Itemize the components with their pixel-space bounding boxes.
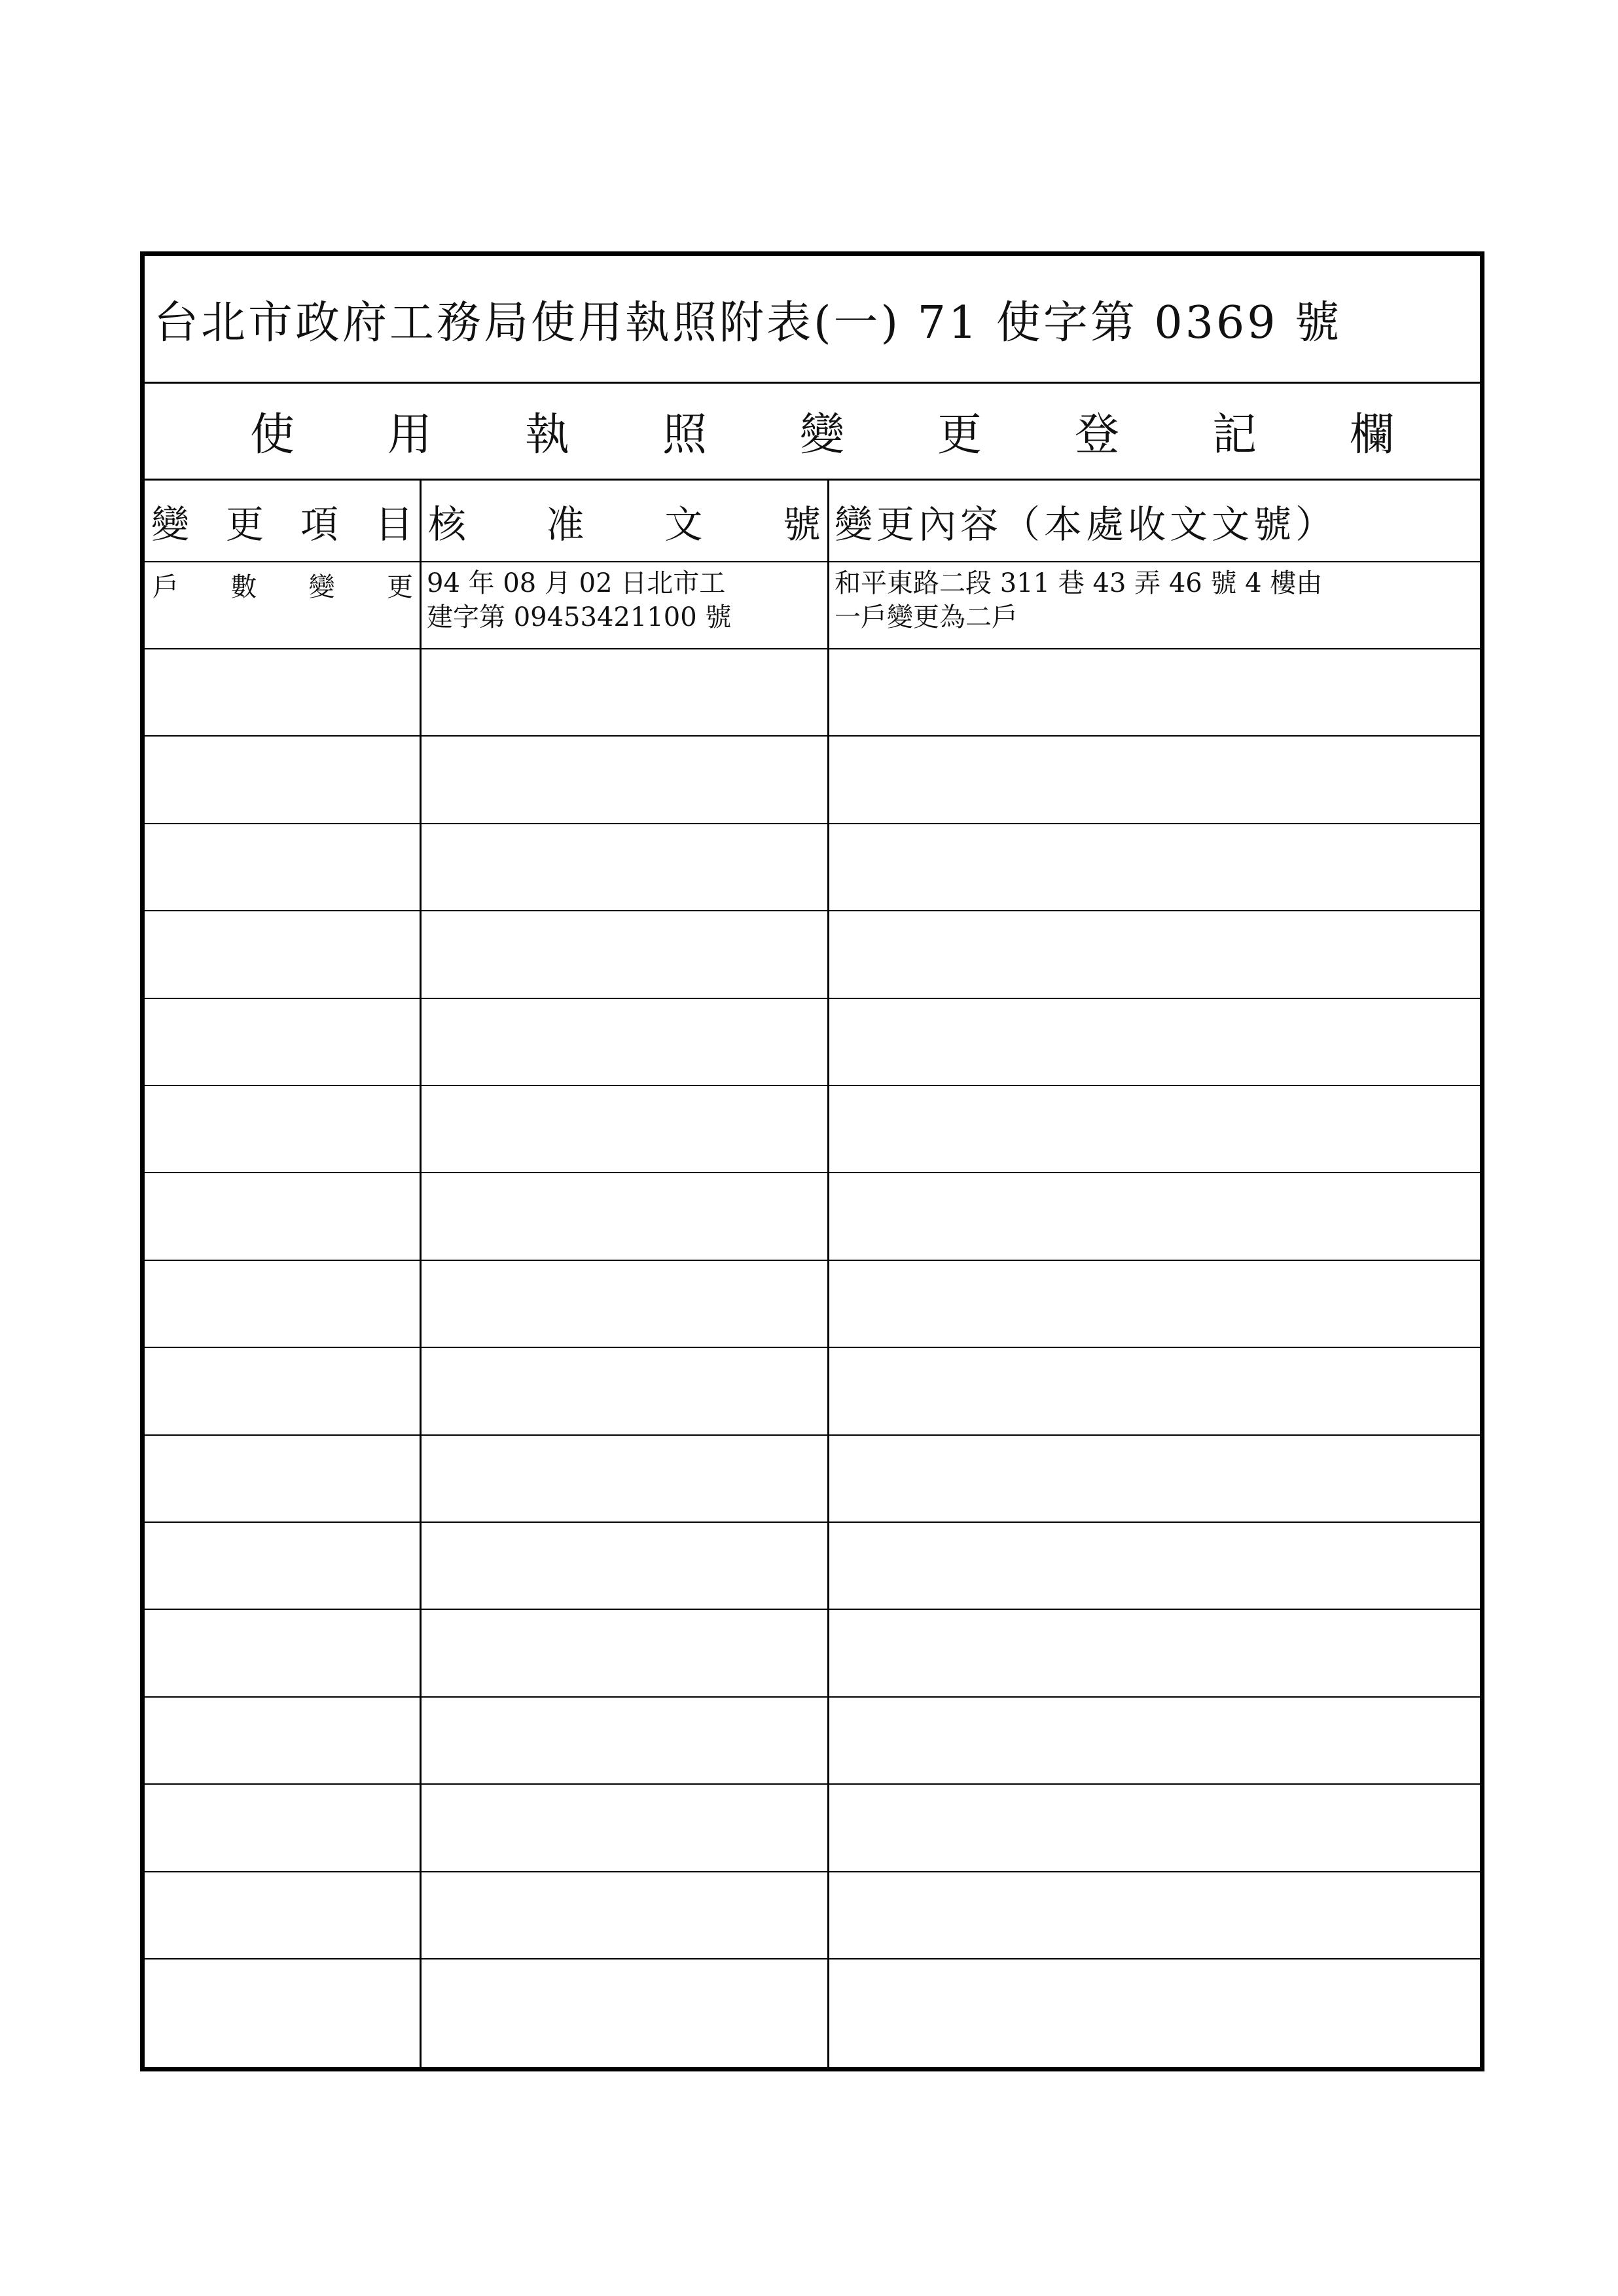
change-content-cell	[829, 911, 1480, 997]
change-item-cell	[145, 737, 420, 822]
header-char: 文	[664, 501, 703, 547]
header-char: 核	[428, 501, 467, 547]
change-item-cell	[145, 824, 420, 910]
change-content-cell	[829, 737, 1480, 822]
empty-table-row	[145, 1785, 1480, 1872]
approval-number-cell	[422, 1436, 827, 1522]
approval-number-cell	[422, 1173, 827, 1259]
change-content-cell	[829, 649, 1480, 735]
change-item-cell	[145, 649, 420, 735]
empty-table-row	[145, 737, 1480, 824]
register-title-char: 用	[387, 409, 432, 461]
header-change-content: 變更內容（本處收文文號）	[835, 501, 1338, 547]
approval-number-cell	[422, 824, 827, 910]
approval-line: 建字第 09453421100 號	[427, 602, 732, 632]
empty-table-row	[145, 1086, 1480, 1173]
empty-table-row	[145, 911, 1480, 998]
empty-table-row	[145, 1261, 1480, 1348]
change-content-cell	[829, 1086, 1480, 1172]
change-item-cell	[145, 1785, 420, 1870]
approval-number-cell	[422, 562, 827, 648]
change-item-char: 更	[386, 572, 413, 602]
register-title-char: 使	[249, 409, 295, 461]
change-item-char: 變	[308, 572, 335, 602]
change-item-cell	[145, 1523, 420, 1609]
empty-table-row	[145, 1610, 1480, 1697]
change-content-cell	[829, 562, 1480, 648]
change-content-cell	[829, 1785, 1480, 1870]
empty-table-row	[145, 999, 1480, 1086]
change-item-cell	[145, 1698, 420, 1783]
register-title-char: 照	[662, 409, 707, 461]
change-item-cell	[145, 1261, 420, 1347]
approval-number-cell	[422, 649, 827, 735]
change-register-table	[145, 481, 1480, 2067]
usage-permit-form	[140, 251, 1484, 2071]
register-title-char: 記	[1212, 409, 1257, 461]
content-line: 和平東路二段 311 巷 43 弄 46 號 4 樓由	[835, 568, 1323, 598]
empty-table-row	[145, 649, 1480, 737]
empty-table-row	[145, 1348, 1480, 1435]
change-item-cell	[145, 1436, 420, 1522]
form-title-row	[145, 256, 1480, 384]
table-row	[145, 562, 1480, 649]
change-item-char: 戶	[153, 572, 179, 602]
approval-number-cell	[422, 737, 827, 822]
change-content-cell	[829, 1173, 1480, 1259]
header-char: 號	[782, 501, 821, 547]
change-content-cell	[829, 1261, 1480, 1347]
content-line: 一戶變更為二戶	[835, 602, 1018, 632]
change-content-cell	[829, 1523, 1480, 1609]
header-change-item	[145, 481, 420, 561]
change-content-cell	[829, 824, 1480, 910]
change-content-cell	[829, 1348, 1480, 1434]
change-content-cell	[829, 1872, 1480, 1958]
empty-table-row	[145, 1698, 1480, 1785]
header-char: 目	[374, 501, 413, 547]
approval-number-cell	[422, 1959, 827, 2047]
register-title-char: 欄	[1349, 409, 1394, 461]
empty-table-row	[145, 1523, 1480, 1610]
approval-number-cell	[422, 1785, 827, 1870]
approval-number-cell	[422, 1610, 827, 1696]
approval-number-cell	[422, 1523, 827, 1609]
change-item-cell	[145, 1086, 420, 1172]
approval-number-cell	[422, 999, 827, 1085]
approval-number-cell	[422, 911, 827, 997]
empty-table-row	[145, 1173, 1480, 1260]
header-char: 更	[225, 501, 264, 547]
register-title-char: 變	[799, 409, 844, 461]
change-item-cell	[145, 1959, 420, 2047]
approval-number-cell	[422, 1348, 827, 1434]
change-content-cell	[829, 999, 1480, 1085]
header-char: 准	[546, 501, 584, 547]
change-item-cell	[145, 562, 420, 648]
change-item-char: 數	[230, 572, 257, 602]
header-char: 變	[151, 501, 190, 547]
register-title-char: 執	[524, 409, 569, 461]
change-content-cell	[829, 1610, 1480, 1696]
empty-table-row	[145, 824, 1480, 911]
approval-number-cell	[422, 1872, 827, 1958]
header-approval-number	[422, 481, 827, 561]
approval-number-cell	[422, 1698, 827, 1783]
change-item-cell	[145, 1173, 420, 1259]
change-item-cell	[145, 1348, 420, 1434]
approval-number-cell	[422, 1261, 827, 1347]
change-item-cell	[145, 1610, 420, 1696]
change-content-cell	[829, 1698, 1480, 1783]
change-item-cell	[145, 911, 420, 997]
table-header-row	[145, 481, 1480, 562]
register-title-char: 登	[1074, 409, 1119, 461]
header-char: 項	[300, 501, 338, 547]
change-content-cell	[829, 1436, 1480, 1522]
change-item-cell	[145, 1872, 420, 1958]
change-item-cell	[145, 999, 420, 1085]
register-title-row	[145, 384, 1480, 481]
empty-table-row	[145, 1872, 1480, 1959]
approval-number-cell	[422, 1086, 827, 1172]
empty-table-row	[145, 1436, 1480, 1523]
register-title-char: 更	[937, 409, 982, 461]
change-content-cell	[829, 1959, 1480, 2047]
approval-line: 94 年 08 月 02 日北市工	[427, 568, 726, 598]
form-title: 台北市政府工務局使用執照附表(一) 71 使字第 0369 號	[154, 297, 1342, 349]
empty-table-row	[145, 1959, 1480, 2047]
